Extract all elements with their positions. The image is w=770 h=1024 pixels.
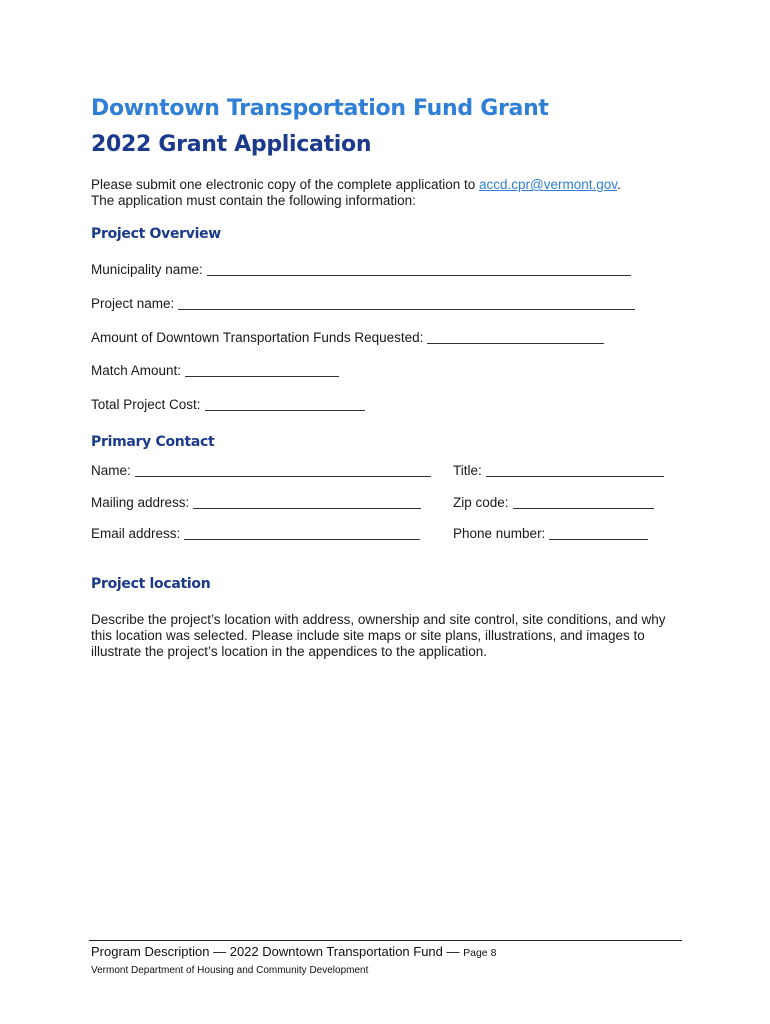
intro-text: Please submit one electronic copy of the complete application to — [91, 177, 479, 192]
total-cost-label: Total Project Cost: — [91, 397, 201, 412]
zip-code-field[interactable] — [453, 495, 654, 510]
zip-code-label: Zip code: — [453, 495, 509, 510]
project-name-label: Project name: — [91, 296, 175, 311]
email-address-input-line[interactable] — [184, 527, 420, 540]
email-link[interactable]: accd.cpr@vermont.gov — [478, 177, 617, 192]
section-heading-primary-contact: Primary Contact — [91, 434, 215, 450]
project-name-field[interactable] — [91, 296, 635, 311]
zip-code-input-line[interactable] — [513, 496, 654, 509]
match-amount-input-line[interactable] — [185, 364, 339, 377]
document-title: Downtown Transportation Fund Grant — [91, 96, 549, 121]
funds-requested-label: Amount of Downtown Transportation Funds Requested: — [91, 330, 424, 345]
email-address-field[interactable] — [91, 526, 420, 541]
section-heading-project-location: Project location — [91, 576, 211, 592]
project-name-input-line[interactable] — [178, 297, 635, 310]
contact-name-label: Name: — [91, 463, 131, 478]
footer-department: Vermont Department of Housing and Community Development — [91, 965, 369, 976]
email-address-label: Email address: — [91, 526, 181, 541]
phone-number-label: Phone number: — [453, 526, 546, 541]
contact-title-input-line[interactable] — [486, 464, 664, 477]
contact-title-field[interactable] — [453, 463, 664, 478]
section-heading-project-overview: Project Overview — [91, 226, 221, 242]
total-cost-field[interactable] — [91, 397, 365, 412]
footer-program-line — [91, 944, 496, 959]
intro-paragraph — [91, 177, 691, 209]
municipality-field[interactable] — [91, 262, 631, 277]
document-subtitle: 2022 Grant Application — [91, 132, 372, 157]
match-amount-field[interactable] — [91, 363, 339, 378]
total-cost-input-line[interactable] — [205, 398, 365, 411]
intro-text-end: . — [617, 177, 621, 192]
mailing-address-input-line[interactable] — [193, 496, 421, 509]
footer-divider — [89, 940, 682, 941]
contact-title-label: Title: — [453, 463, 482, 478]
phone-number-input-line[interactable] — [549, 527, 648, 540]
phone-number-field[interactable] — [453, 526, 648, 541]
match-amount-label: Match Amount: — [91, 363, 182, 378]
funds-requested-field[interactable] — [91, 330, 604, 345]
municipality-input-line[interactable] — [207, 263, 631, 276]
footer-page-number: Page 8 — [463, 947, 497, 959]
funds-requested-input-line[interactable] — [427, 331, 604, 344]
contact-name-field[interactable] — [91, 463, 431, 478]
footer-program-text: Program Description — 2022 Downtown Transportation Fund — — [91, 944, 464, 959]
project-location-description: Describe the project’s location with address, ownership and site control, site conditions, and why this location was selected. Please include site maps or site plans, illustrations, and images to illustrate the project’s location in the appendices to the application. — [91, 612, 666, 659]
intro-line2: The application must contain the following information: — [91, 193, 416, 208]
contact-name-input-line[interactable] — [135, 464, 431, 477]
mailing-address-label: Mailing address: — [91, 495, 190, 510]
municipality-label: Municipality name: — [91, 262, 203, 277]
mailing-address-field[interactable] — [91, 495, 421, 510]
